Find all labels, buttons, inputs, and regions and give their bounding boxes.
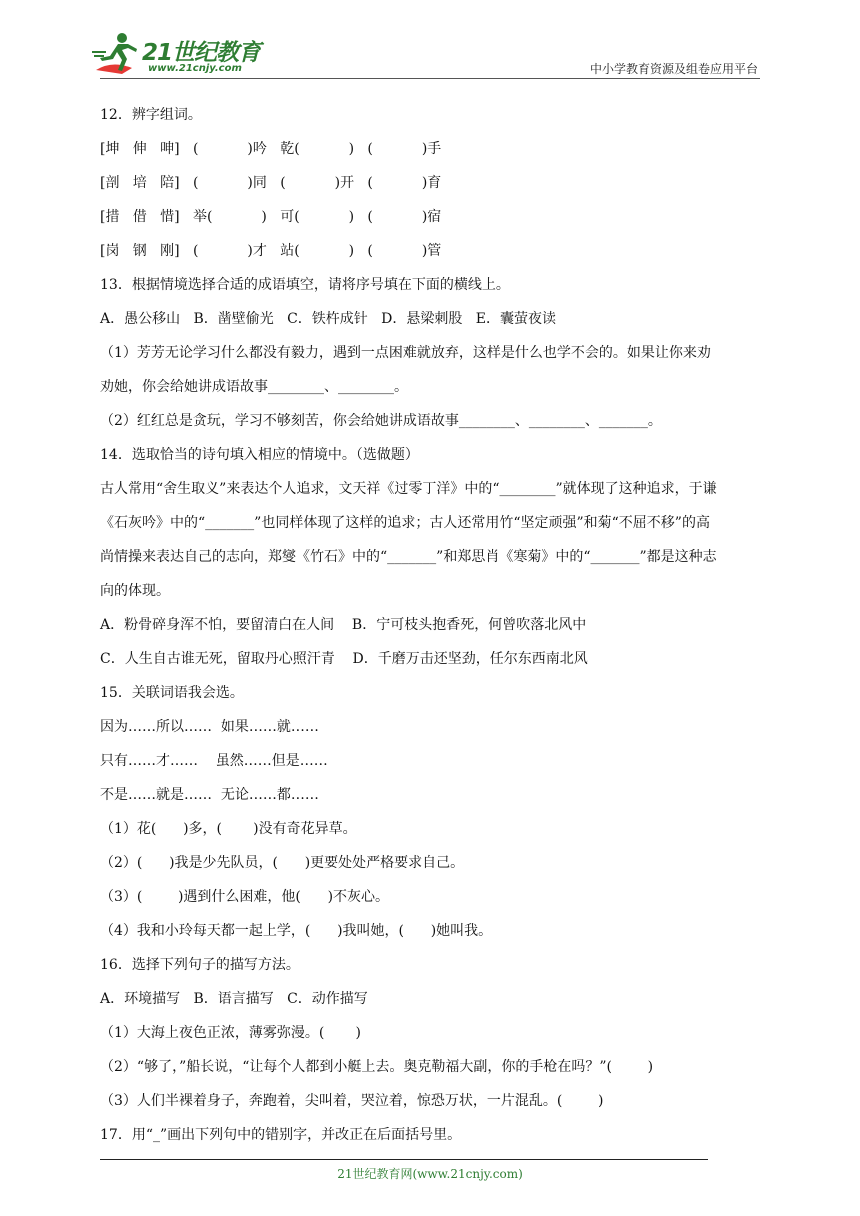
- platform-title: 中小学教育资源及组卷应用平台: [589, 62, 758, 76]
- logo: [92, 30, 262, 80]
- question-15-item-2: （2）( )我是少先队员，( )更要处处严格要求自己。: [100, 855, 465, 871]
- question-14-text-3: 尚情操来表达自己的志向，郑燮《竹石》中的“_______”和郑思肖《寒菊》中的“_______”都是这种志: [100, 549, 717, 565]
- question-16-item-1: （1）大海上夜色正浓，薄雾弥漫。( ): [100, 1025, 361, 1041]
- question-13-title: 13．根据情境选择合适的成语填空，请将序号填在下面的横线上。: [100, 277, 510, 293]
- question-14-options-ab: A．粉骨碎身浑不怕，要留清白在人间 B．宁可枝头抱香死，何曾吹落北风中: [100, 617, 587, 633]
- question-13-item-2: （2）红红总是贪玩，学习不够刻苦，你会给她讲成语故事________、________、_______。: [100, 413, 662, 429]
- question-14-text-4: 向的体现。: [100, 583, 170, 599]
- question-17-title: 17．用“_”画出下列句中的错别字，并改正在后面括号里。: [100, 1127, 462, 1143]
- question-15-words-1: 因为……所以…… 如果……就……: [100, 719, 319, 735]
- question-15-item-4: （4）我和小玲每天都一起上学，( )我叫她，( )她叫我。: [100, 923, 493, 939]
- footer-text: 21世纪教育网(www.21cnjy.com): [337, 1167, 523, 1181]
- question-12-row-1: [坤 伸 呻] ( )吟 乾( ) ( )手: [100, 141, 442, 157]
- question-12-row-4: [岗 钢 刚] ( )才 站( ) ( )管: [100, 243, 442, 259]
- question-14-options-cd: C．人生自古谁无死，留取丹心照汗青 D．千磨万击还坚劲，任尔东西南北风: [100, 651, 588, 667]
- document-body: [100, 98, 770, 1152]
- question-13-item-1: （1）芳芳无论学习什么都没有毅力，遇到一点困难就放弃，这样是什么也学不会的。如果让你来劝: [100, 345, 711, 361]
- question-15-words-3: 不是……就是…… 无论……都……: [100, 787, 319, 803]
- question-15-item-1: （1）花( )多，( )没有奇花异草。: [100, 821, 357, 837]
- runner-logo-icon: [92, 30, 148, 76]
- question-12-row-2: [剖 培 陪] ( )同 ( )开 ( )育: [100, 175, 442, 191]
- logo-url: www.21cnjy.com: [148, 63, 242, 74]
- question-15-title: 15．关联词语我会选。: [100, 685, 244, 701]
- question-14-title: 14．选取恰当的诗句填入相应的情境中。（选做题）: [100, 447, 419, 463]
- question-15-item-3: （3）( )遇到什么困难，他( )不灰心。: [100, 889, 390, 905]
- question-16-title: 16．选择下列句子的描写方法。: [100, 957, 300, 973]
- page-header: [0, 0, 860, 90]
- question-14-text-2: 《石灰吟》中的“_______”也同样体现了这样的追求；古人还常用竹“坚定顽强”和菊“不屈不移”的高: [100, 515, 710, 531]
- logo-text: 21世纪教育: [142, 40, 261, 66]
- header-divider: [100, 78, 760, 79]
- question-13-options: A．愚公移山 B．凿壁偷光 C．铁杵成针 D．悬梁刺股 E．囊萤夜读: [100, 311, 556, 327]
- question-16-options: A．环境描写 B．语言描写 C．动作描写: [100, 991, 368, 1007]
- question-16-item-3: （3）人们半裸着身子，奔跑着，尖叫着，哭泣着，惊恐万状，一片混乱。( ): [100, 1093, 604, 1109]
- question-16-item-2: （2）“够了，”船长说，“让每个人都到小艇上去。奥克勒福大副，你的手枪在吗？”( ): [100, 1059, 654, 1075]
- question-13-item-1-cont: 劝她，你会给她讲成语故事________、________。: [100, 379, 408, 395]
- question-15-words-2: 只有……才…… 虽然……但是……: [100, 753, 328, 769]
- footer-divider: [100, 1159, 708, 1160]
- question-14-text-1: 古人常用“舍生取义”来表达个人追求，文天祥《过零丁洋》中的“________”就体现了这种追求，于谦: [100, 481, 717, 497]
- question-12-title: 12．辨字组词。: [100, 107, 202, 123]
- question-12-row-3: [措 借 惜] 举( ) 可( ) ( )宿: [100, 209, 442, 225]
